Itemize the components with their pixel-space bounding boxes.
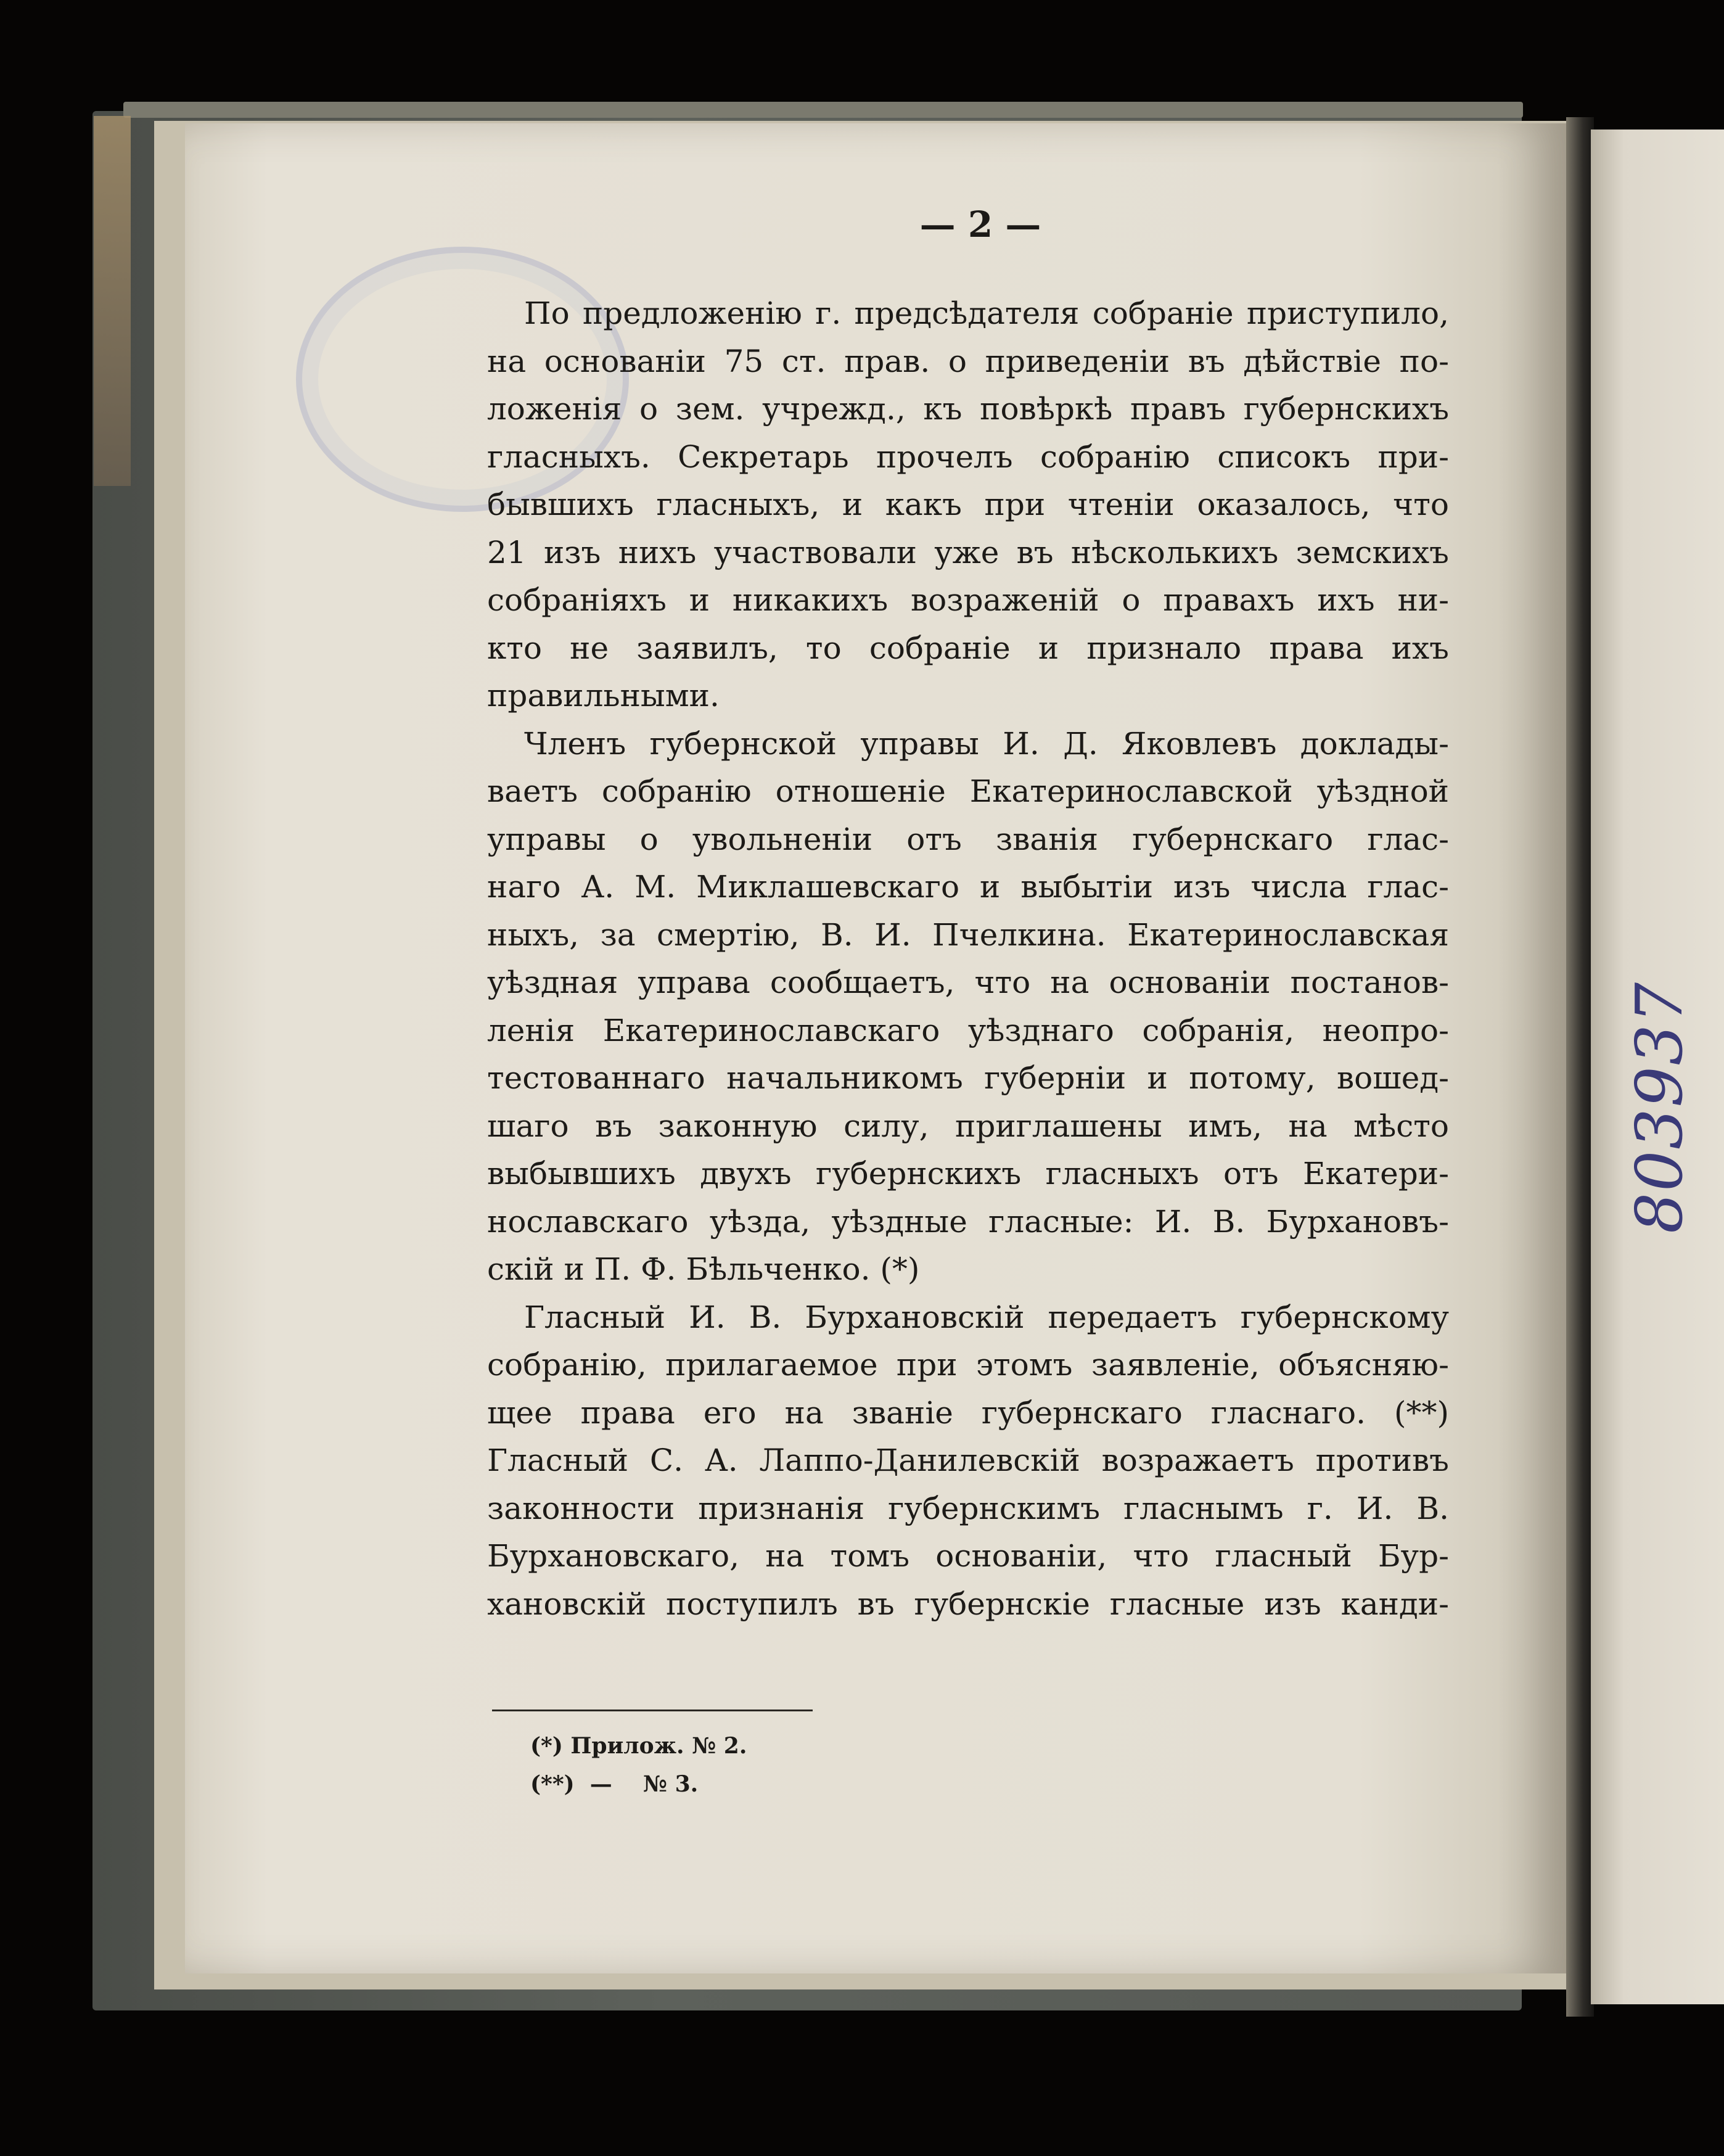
- text-line: на основаніи 75 ст. прав. о приведеніи въ дѣйствіе по-: [487, 343, 1449, 379]
- text-line: собраніяхъ и никакихъ возраженій о правахъ ихъ ни-: [487, 582, 1449, 618]
- footnote-divider: [492, 1710, 813, 1711]
- text-line: хановскій поступилъ въ губернскіе гласные изъ канди-: [487, 1586, 1449, 1622]
- text-line: кто не заявилъ, то собраніе и признало права ихъ: [487, 630, 1449, 666]
- text-line: Бурхановскаго, на томъ основаніи, что гласный Бур-: [487, 1538, 1449, 1574]
- text-line: ныхъ, за смертію, В. И. Пчелкина. Екатеринославская: [487, 916, 1449, 953]
- text-line: шаго въ законную силу, приглашены имъ, на мѣсто: [487, 1108, 1449, 1144]
- text-line: 21 изъ нихъ участвовали уже въ нѣсколькихъ земскихъ: [487, 534, 1449, 570]
- paragraph-1: [487, 290, 1449, 720]
- text-line: наго А. М. Миклашевскаго и выбытіи изъ числа глас-: [487, 869, 1449, 905]
- text-line: законности признанія губернскимъ гласнымъ г. И. В.: [487, 1490, 1449, 1526]
- paragraph-3: [487, 1294, 1449, 1629]
- text-line: тестованнаго начальникомъ губерніи и потому, вошед-: [487, 1060, 1449, 1096]
- book-gutter: [1566, 117, 1594, 2017]
- text-line: бывшихъ гласныхъ, и какъ при чтеніи оказалось, что: [487, 487, 1449, 522]
- text-line: скій и П. Ф. Бѣльченко. (*): [487, 1251, 920, 1287]
- page-number: — 2 —: [919, 204, 1041, 245]
- handwritten-inventory-number: 803937: [1622, 981, 1697, 1233]
- text-line: управы о увольненіи отъ званія губернскаго глас-: [487, 821, 1449, 857]
- text-line: нославскаго уѣзда, уѣздные гласные: И. В. Бурхановъ-: [487, 1203, 1449, 1240]
- text-line: ленія Екатеринославскаго уѣзднаго собранія, неопро-: [487, 1012, 1449, 1048]
- paragraph-2: [487, 720, 1449, 1294]
- cover-top-edge: [123, 102, 1523, 118]
- text-line: Гласный И. В. Бурхановскій передаетъ губернскому: [524, 1299, 1449, 1335]
- text-line: уѣздная управа сообщаетъ, что на основаніи постанов-: [487, 965, 1449, 1000]
- text-line: выбывшихъ двухъ губернскихъ гласныхъ отъ Екатери-: [487, 1156, 1449, 1191]
- footnote: (**) — № 3.: [530, 1771, 699, 1797]
- page-text: [487, 204, 1449, 1628]
- text-line: Членъ губернской управы И. Д. Яковлевъ доклады-: [524, 725, 1449, 762]
- text-line: ложенія о зем. учрежд., къ повѣркѣ правъ губернскихъ: [487, 391, 1449, 427]
- text-line: Гласный С. А. Лаппо-Данилевскій возражаетъ противъ: [487, 1442, 1449, 1478]
- footnotes: [530, 1727, 747, 1803]
- text-line: правильными.: [487, 678, 720, 714]
- text-line: щее права его на званіе губернскаго гласнаго. (**): [487, 1394, 1449, 1431]
- text-line: ваетъ собранію отношеніе Екатеринославской уѣздной: [487, 773, 1449, 809]
- text-line: собранію, прилагаемое при этомъ заявленіе, объясняю-: [487, 1347, 1449, 1383]
- footnote: (*) Прилож. № 2.: [530, 1733, 747, 1759]
- cover-corner-leather: [94, 116, 131, 486]
- text-line: гласныхъ. Секретарь прочелъ собранію списокъ при-: [487, 438, 1449, 475]
- text-line: По предложенію г. предсѣдателя собраніе приступило,: [524, 295, 1449, 331]
